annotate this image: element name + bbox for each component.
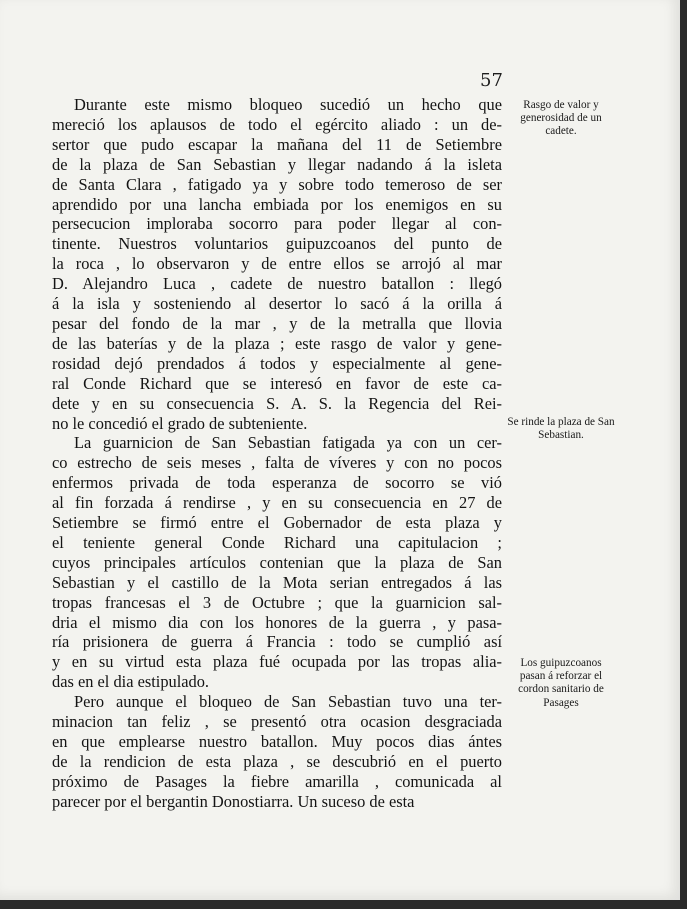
- text-line: el teniente general Conde Richard una capitulacion ;: [52, 532, 502, 552]
- text-line: ral Conde Richard que se interesó en favor de este ca-: [52, 373, 502, 393]
- text-line: pesar del fondo de la mar , y de la metralla que llovia: [52, 313, 502, 333]
- body-text: [52, 95, 502, 812]
- text-line: á la isla y sosteniendo al desertor lo sacó á la orilla á: [52, 294, 502, 314]
- paragraph-2: [52, 433, 502, 692]
- text-line: La guarnicion de San Sebastian fatigada ya con un cer-: [74, 433, 502, 453]
- text-line: Sebastian y el castillo de la Mota serian entregados á las: [52, 572, 502, 592]
- text-line: co estrecho de seis meses , falta de víveres y con no pocos: [52, 453, 502, 473]
- text-line: rosidad dejó prendados á todos y especialmente al gene-: [52, 353, 502, 373]
- margin-note-se-rinde-la-plaza: Se rinde la plaza de San Sebastian.: [507, 416, 615, 442]
- text-line: no le concedió el grado de subteniente.: [52, 413, 308, 433]
- paragraph-1: [52, 95, 502, 433]
- text-line: Durante este mismo bloqueo sucedió un hecho que: [74, 95, 502, 114]
- text-line: mereció los aplausos de todo el egército aliado : un de-: [52, 114, 502, 134]
- text-line: la roca , lo observaron y de entre ellos se arrojó al mar: [52, 254, 502, 274]
- text-line: de Santa Clara , fatigado ya y sobre todo temeroso de ser: [52, 174, 502, 194]
- text-line: sertor que pudo escapar la mañana del 11 de Setiembre: [52, 134, 502, 154]
- text-line: dria el mismo dia con los honores de la guerra , y pasa-: [52, 612, 502, 632]
- margin-note-rasgo-de-valor: Rasgo de valor y generosidad de un cadete.: [520, 99, 602, 138]
- text-line: das en el dia estipulado.: [52, 672, 210, 692]
- paragraph-3: [52, 692, 502, 811]
- text-line: Setiembre se firmó entre el Gobernador de esta plaza y: [52, 513, 502, 533]
- page-number: 57: [480, 70, 503, 91]
- text-line: aprendido por una lancha embiada por los enemigos en su: [52, 194, 502, 214]
- text-line: al fin forzada á rendirse , y en su consecuencia en 27 de: [52, 493, 502, 513]
- text-line: enfermos privada de toda esperanza de socorro se vió: [52, 473, 502, 493]
- text-line: Pero aunque el bloqueo de San Sebastian tuvo una ter-: [74, 692, 502, 712]
- margin-note-cordon-sanitario: Los guipuzcoanos pasan á reforzar el cordon sanitario de Pasages: [518, 657, 604, 709]
- text-line: de la plaza de San Sebastian y llegar nadando á la isleta: [52, 154, 502, 174]
- text-line: tropas francesas el 3 de Octubre ; que la guarnicion sal-: [52, 592, 502, 612]
- text-line: de las baterías y de la plaza ; este rasgo de valor y gene-: [52, 333, 502, 353]
- text-line: parecer por el bergantin Donostiarra. Un suceso de esta: [52, 791, 415, 811]
- text-line: D. Alejandro Luca , cadete de nuestro batallon : llegó: [52, 274, 502, 294]
- text-line: tinente. Nuestros voluntarios guipuzcoanos del punto de: [52, 234, 502, 254]
- text-line: y en su virtud esta plaza fué ocupada por las tropas alia-: [52, 652, 502, 672]
- text-line: persecucion imploraba socorro para poder llegar al con-: [52, 214, 502, 234]
- text-line: en que emplearse nuestro batallon. Muy pocos dias ántes: [52, 732, 502, 751]
- text-line: próximo de Pasages la fiebre amarilla , comunicada al: [52, 771, 502, 791]
- text-line: dete y en su consecuencia S. A. S. la Regencia del Rei-: [52, 393, 502, 413]
- text-line: cuyos principales artículos contenian que la plaza de San: [52, 552, 502, 572]
- text-line: de la rendicion de esta plaza , se descubrió en el puerto: [52, 751, 502, 771]
- text-line: ría prisionera de guerra á Francia : todo se cumplió así: [52, 632, 502, 652]
- text-line: minacion tan feliz , se presentó otra ocasion desgraciada: [52, 712, 502, 732]
